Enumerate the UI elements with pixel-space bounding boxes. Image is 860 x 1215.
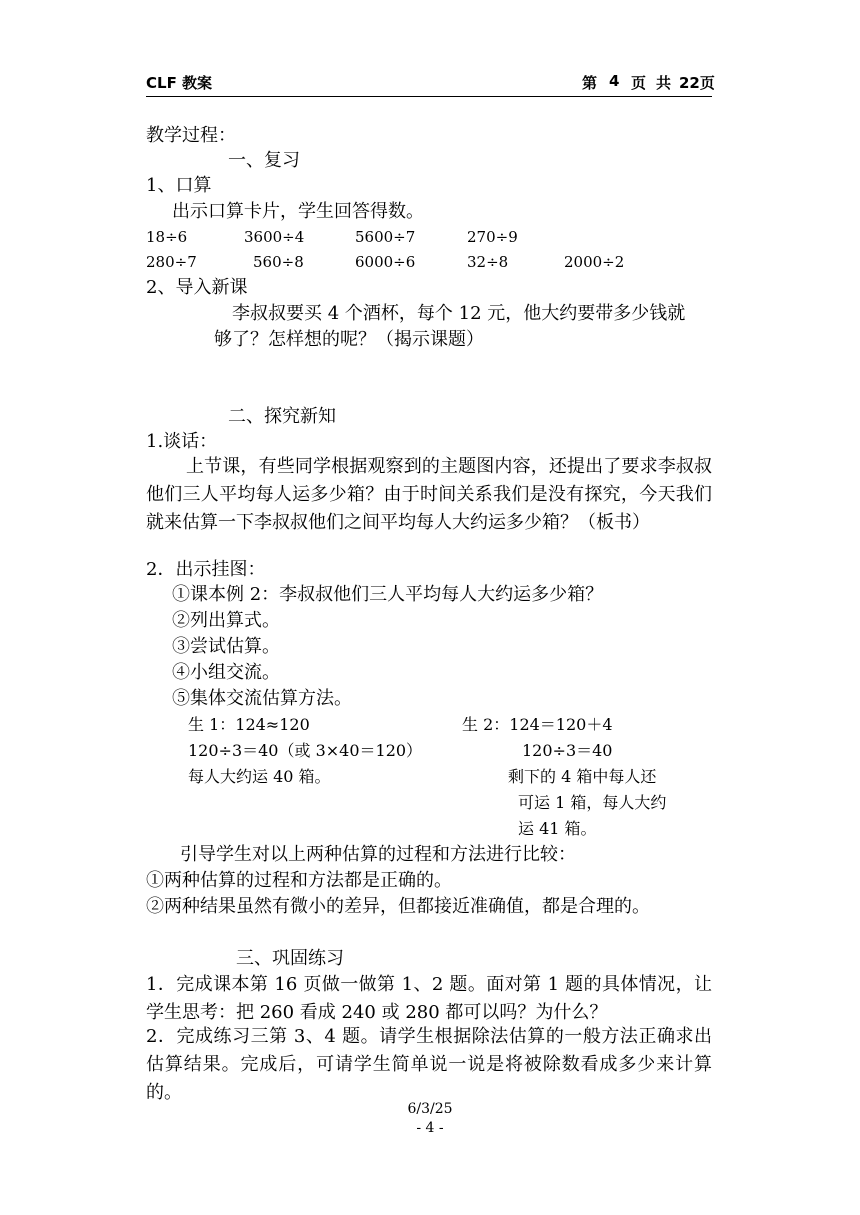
student-2-line-5: 运 41 箱。: [518, 819, 597, 838]
calc-item: 3600÷4: [244, 228, 305, 246]
item-2-title: 2、导入新课: [146, 277, 248, 298]
header-page-label-3: 共: [656, 74, 672, 92]
guide-text: 引导学生对以上两种估算的过程和方法进行比较：: [180, 844, 576, 865]
item-1-title: 1、口算: [146, 175, 212, 196]
student-1-line-3: 每人大约运 40 箱。: [188, 767, 331, 786]
compare-1: ①两种估算的过程和方法都是正确的。: [146, 870, 452, 891]
calc-item: 2000÷2: [564, 253, 625, 271]
item-1-text: 出示口算卡片，学生回答得数。: [172, 201, 424, 222]
exercise-2: 2．完成练习三第 3、4 题。请学生根据除法估算的一般方法正确求出估算结果。完成后，可请学生简单说一说是将被除数看成多少来计算的。: [146, 1026, 712, 1103]
header-title: CLF 教案: [146, 74, 213, 92]
step-4: ④小组交流。: [172, 662, 280, 683]
calc-item: 270÷9: [467, 228, 518, 246]
talk-paragraph: 上节课，有些同学根据观察到的主题图内容，还提出了要求李叔叔他们三人平均每人运多少箱？由于时间关系我们是没有探究，今天我们就来估算一下李叔叔他们之间平均每人大约运多少箱？（板书）: [146, 456, 712, 533]
step-2: ②列出算式。: [172, 610, 280, 631]
step-1: ①课本例 2：李叔叔他们三人平均每人大约运多少箱？: [172, 584, 604, 605]
section-1-title: 一、复习: [228, 150, 300, 171]
student-2-line-1: 生 2：124＝120＋4: [462, 715, 613, 734]
student-1-line-1: 生 1：124≈120: [188, 715, 310, 734]
talk-title: 1.谈话：: [146, 431, 218, 452]
section-3-title: 三、巩固练习: [236, 948, 344, 969]
calc-item: 280÷7: [146, 253, 197, 271]
item-2-line-1: 李叔叔要买 4 个酒杯，每个 12 元，他大约要带多少钱就: [232, 303, 686, 324]
step-5: ⑤集体交流估算方法。: [172, 688, 352, 709]
footer-date: 6/3/25: [407, 1101, 453, 1117]
student-2-line-2: 120÷3＝40: [522, 741, 613, 760]
student-1-line-2: 120÷3＝40（或 3×40＝120）: [188, 741, 423, 760]
calc-item: 32÷8: [467, 253, 509, 271]
header-rule: [146, 96, 712, 97]
section-2-title: 二、探究新知: [228, 406, 336, 427]
student-2-line-3: 剩下的 4 箱中每人还: [508, 767, 657, 786]
exercise-1: 1．完成课本第 16 页做一做第 1、2 题。面对第 1 题的具体情况，让学生思考：把 260 看成 240 或 280 都可以吗？为什么？: [146, 974, 712, 1023]
student-2-line-4: 可运 1 箱，每人大约: [518, 793, 667, 812]
header-page-label-1: 第: [582, 74, 598, 92]
calc-item: 5600÷7: [355, 228, 416, 246]
footer-page: - 4 -: [416, 1120, 444, 1136]
process-title: 教学过程：: [146, 125, 236, 146]
calc-item: 560÷8: [253, 253, 304, 271]
header-page-label-2: 页: [631, 74, 647, 92]
item-2-line-2: 够了？怎样想的呢？（揭示课题）: [214, 329, 484, 350]
step-3: ③尝试估算。: [172, 636, 280, 657]
show-title: 2．出示挂图：: [146, 559, 266, 580]
header-page-total: 22页: [679, 74, 715, 92]
compare-2: ②两种结果虽然有微小的差异，但都接近准确值，都是合理的。: [146, 896, 650, 917]
calc-item: 6000÷6: [355, 253, 416, 271]
header-page-current: 4: [609, 72, 620, 90]
calc-item: 18÷6: [146, 228, 188, 246]
